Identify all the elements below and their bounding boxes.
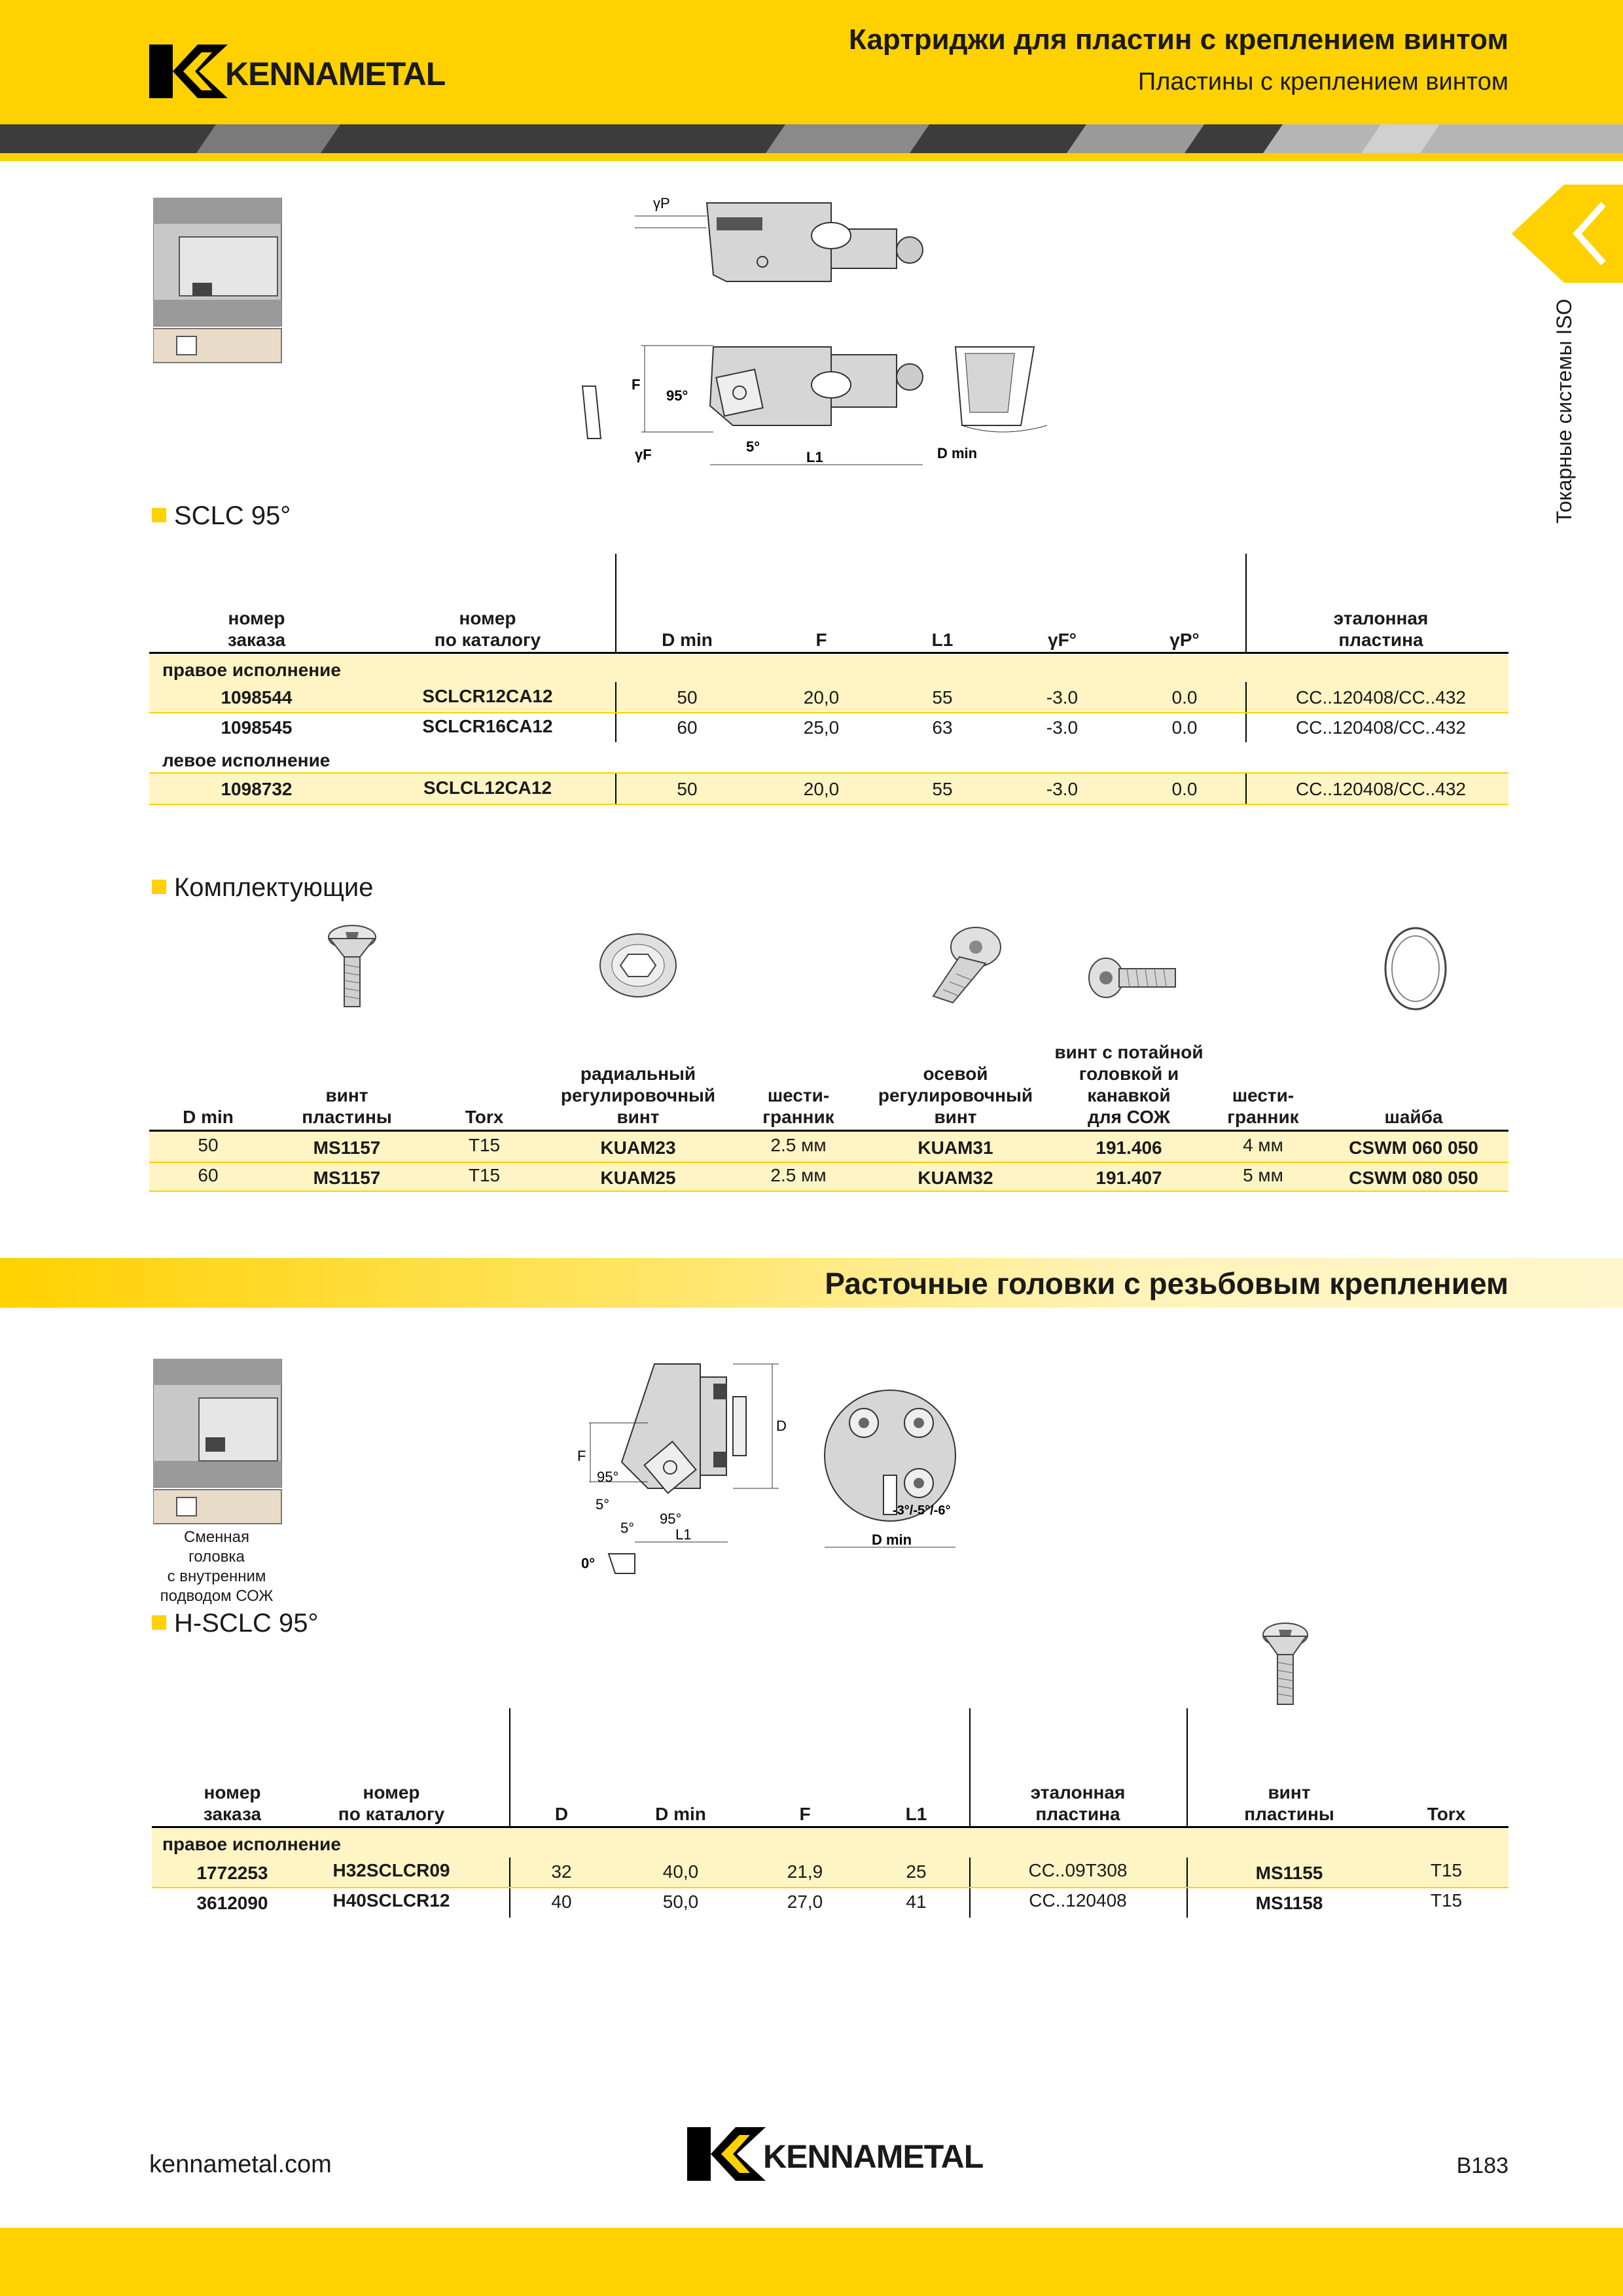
t1-header-order: номер заказа — [227, 608, 286, 650]
label-l1: L1 — [806, 449, 823, 465]
label-0: 0° — [581, 1555, 596, 1571]
t3-cell-order: 1772253 — [196, 1863, 268, 1883]
t2-cell-torx: T15 — [468, 1165, 501, 1185]
t3-header-insert: эталонная пластина — [1030, 1782, 1126, 1824]
t1-cell-dmin: 60 — [677, 717, 698, 738]
t2-header-coolant: винт с потайной головкой и канавкой для СОЖ — [1054, 1042, 1204, 1127]
t1-cell-gf: -3.0 — [1046, 779, 1079, 799]
t1-cell-insert: CC..120408/CC..432 — [1296, 779, 1466, 799]
t3-header-screw: винт пластины — [1244, 1782, 1334, 1824]
t1-cell-l1: 55 — [932, 687, 953, 708]
t2-cell-radial: KUAM23 — [600, 1138, 676, 1158]
t3-header-l1: L1 — [905, 1804, 927, 1824]
t1-cell-dmin: 50 — [677, 687, 698, 708]
header-logo[interactable] — [149, 45, 446, 98]
section-hsclc-heading — [152, 1609, 319, 1638]
t1-cell-order: 1098545 — [221, 717, 293, 738]
t1-cell-gp: 0.0 — [1171, 779, 1198, 799]
label-gamma-f: γF — [635, 446, 652, 463]
t3-row-separator — [152, 1887, 1508, 1888]
side-tab-label: Токарные системы ISO — [1552, 298, 1576, 524]
t3-cell-f: 21,9 — [787, 1861, 823, 1882]
section-sclc-heading — [152, 501, 291, 531]
label-angle5: 5° — [746, 439, 760, 455]
footer-logo[interactable] — [687, 2127, 984, 2181]
t1-cell-order: 1098732 — [221, 779, 293, 799]
side-tab-chevron-icon[interactable] — [1512, 185, 1623, 283]
t1-row-divider — [615, 713, 616, 742]
t1-header-gf: γF° — [1048, 630, 1077, 650]
sclc-application-illustration — [153, 198, 284, 365]
t3-cell-order: 3612090 — [196, 1893, 268, 1913]
t3-header-catalog: номер по каталогу — [338, 1782, 445, 1824]
t3-group-label: правое исполнение — [162, 1834, 341, 1854]
t1-cell-gp: 0.0 — [1171, 687, 1198, 708]
torx-screw-icon — [326, 924, 378, 1009]
section-marker-icon — [152, 1615, 166, 1630]
t1-cell-f: 20,0 — [803, 687, 840, 708]
t1-cell-catalog: SCLCR12CA12 — [422, 686, 553, 706]
t1-cell-gf: -3.0 — [1046, 717, 1079, 738]
t2-cell-dmin: 60 — [198, 1165, 219, 1185]
axial-adjusting-screw-icon — [914, 924, 1005, 1009]
t1-row-separator — [149, 712, 1508, 713]
t2-cell-axial: KUAM31 — [918, 1138, 993, 1158]
t1-cell-insert: CC..120408/CC..432 — [1296, 717, 1466, 738]
t1-header-l1: L1 — [931, 630, 954, 650]
hsclc-application-illustration — [153, 1359, 284, 1526]
t3-cell-torx: T15 — [1430, 1860, 1463, 1880]
t3-cell-d: 40 — [551, 1892, 572, 1912]
label-f: F — [632, 376, 641, 393]
t1-cell-dmin: 50 — [677, 779, 698, 799]
page-title: Картриджи для пластин с креплением винтом — [849, 24, 1508, 56]
t2-cell-axial: KUAM32 — [918, 1168, 993, 1188]
t2-header-dmin: D min — [183, 1107, 234, 1127]
label-dmin: D min — [872, 1532, 912, 1548]
t1-cell-catalog: SCLCR16CA12 — [422, 716, 553, 736]
t2-header-radial: радиальный регулировочный винт — [560, 1064, 716, 1127]
t2-header-hex1: шести- гранник — [762, 1085, 834, 1127]
t2-header-screw: винт пластины — [302, 1085, 392, 1127]
table1-divider-left — [615, 554, 616, 652]
t1-header-f: F — [815, 630, 827, 650]
label-angles: -3°/-5°/-6° — [893, 1503, 951, 1518]
t1-cell-catalog: SCLCL12CA12 — [423, 778, 552, 798]
section-accessories-title: Комплектующие — [174, 873, 374, 902]
footer-url-link[interactable]: kennametal.com — [149, 2151, 332, 2178]
section-marker-icon — [152, 880, 166, 894]
t2-cell-screw: MS1157 — [313, 1168, 381, 1188]
kennametal-k-icon — [149, 45, 228, 98]
t2-cell-coolant: 191.407 — [1096, 1168, 1162, 1188]
t2-cell-washer: CSWM 060 050 — [1349, 1138, 1478, 1158]
t1-cell-insert: CC..120408/CC..432 — [1296, 687, 1466, 708]
t2-cell-washer: CSWM 080 050 — [1349, 1168, 1478, 1188]
t1-cell-l1: 55 — [932, 779, 953, 799]
t1-header-insert: эталонная пластина — [1333, 608, 1429, 650]
t1-cell-order: 1098544 — [221, 687, 293, 708]
banner-title: Расточные головки с резьбовым креплением — [825, 1266, 1508, 1300]
t1-cell-f: 25,0 — [803, 717, 840, 738]
t1-row-divider — [1245, 774, 1247, 804]
t2-header-axial: осевой регулировочный винт — [878, 1064, 1033, 1127]
t1-header-gp: γP° — [1169, 630, 1200, 650]
t3-cell-f: 27,0 — [787, 1892, 823, 1912]
t3-cell-catalog: H32SCLCR09 — [332, 1860, 450, 1880]
t1-cell-gf: -3.0 — [1046, 687, 1079, 708]
t2-cell-hex2: 5 мм — [1243, 1165, 1283, 1185]
t3-cell-insert: CC..09T308 — [1028, 1860, 1128, 1880]
page-subtitle: Пластины с креплением винтом — [1137, 68, 1508, 96]
section-accessories-heading — [152, 873, 374, 903]
section-sclc-title: SCLC 95° — [174, 501, 291, 530]
hsclc-caption: Сменная головка с внутренним подводом СОЖ — [160, 1528, 274, 1605]
coolant-screw-icon — [1086, 952, 1178, 1004]
sclc-cartridge-drawing — [569, 190, 1067, 478]
t3-cell-screw: MS1155 — [1255, 1863, 1323, 1883]
page-number: B183 — [1456, 2153, 1508, 2178]
label-5a: 5° — [596, 1496, 610, 1513]
section-hsclc-title: H-SCLC 95° — [174, 1609, 319, 1638]
t2-cell-screw: MS1157 — [313, 1138, 381, 1158]
label-dmin: D min — [937, 445, 978, 461]
table3-divider — [969, 1708, 971, 1826]
label-95b: 95° — [660, 1511, 682, 1527]
t1-group-label: левое исполнение — [162, 750, 330, 770]
header-stripes — [0, 124, 1623, 153]
insert-screw-icon — [1259, 1622, 1311, 1707]
t3-cell-insert: CC..120408 — [1029, 1890, 1127, 1910]
t2-cell-hex1: 2.5 мм — [770, 1165, 827, 1185]
t2-cell-coolant: 191.406 — [1096, 1138, 1162, 1158]
header-thin-band — [0, 153, 1623, 161]
t2-cell-dmin: 50 — [198, 1135, 219, 1155]
t1-row-separator — [149, 804, 1508, 805]
t2-cell-hex2: 4 мм — [1243, 1135, 1283, 1155]
t3-cell-l1: 41 — [906, 1892, 927, 1912]
t3-cell-screw: MS1158 — [1255, 1893, 1323, 1913]
t3-cell-d: 32 — [551, 1861, 572, 1882]
header-logo-text: KENNAMETAL — [225, 56, 446, 92]
t2-cell-radial: KUAM25 — [600, 1168, 676, 1188]
label-f: F — [577, 1448, 586, 1464]
t1-group-label: правое исполнение — [162, 660, 341, 680]
washer-icon — [1380, 923, 1452, 1014]
footer-logo-text: KENNAMETAL — [763, 2138, 984, 2175]
table1-header-rule — [149, 652, 1508, 654]
table3-divider — [509, 1708, 510, 1826]
t3-header-dmin: D min — [655, 1804, 706, 1824]
t2-header-torx: Torx — [465, 1107, 504, 1127]
section-marker-icon — [152, 508, 166, 522]
t3-cell-dmin: 40,0 — [662, 1861, 699, 1882]
label-d: D — [776, 1418, 787, 1434]
label-95a: 95° — [597, 1469, 619, 1485]
t1-row-divider — [1245, 682, 1247, 712]
t1-header-catalog: номер по каталогу — [434, 608, 541, 650]
t3-cell-l1: 25 — [906, 1861, 927, 1882]
t1-cell-gp: 0.0 — [1171, 717, 1198, 738]
t3-cell-dmin: 50,0 — [662, 1892, 699, 1912]
kennametal-k-icon — [687, 2127, 766, 2181]
t3-cell-torx: T15 — [1430, 1890, 1463, 1910]
t1-row-divider — [615, 682, 616, 712]
t3-cell-catalog: H40SCLCR12 — [332, 1890, 450, 1910]
radial-adjusting-screw-icon — [596, 929, 681, 1001]
t2-cell-torx: T15 — [468, 1135, 501, 1155]
t1-row-divider — [615, 774, 616, 804]
table1-divider-right — [1245, 554, 1247, 652]
label-angle95: 95° — [666, 387, 688, 404]
t3-header-torx: Torx — [1427, 1804, 1466, 1824]
t2-row-separator — [149, 1191, 1508, 1192]
t1-cell-f: 20,0 — [803, 779, 840, 799]
t1-row-divider — [1245, 713, 1247, 742]
label-gamma-p: γP — [653, 195, 670, 211]
hsclc-head-drawing — [576, 1357, 982, 1580]
footer-bar — [0, 2228, 1623, 2296]
label-5b: 5° — [620, 1520, 635, 1536]
t3-header-f: F — [799, 1804, 811, 1824]
t3-header-d: D — [554, 1804, 569, 1824]
t1-cell-l1: 63 — [932, 717, 953, 738]
t3-header-order: номер заказа — [203, 1782, 262, 1824]
t2-header-hex2: шести- гранник — [1227, 1085, 1299, 1127]
t2-header-washer: шайба — [1384, 1107, 1443, 1127]
label-l1: L1 — [675, 1526, 692, 1543]
t1-header-dmin: D min — [662, 630, 713, 650]
table3-divider — [1186, 1708, 1188, 1826]
t2-cell-hex1: 2.5 мм — [770, 1135, 827, 1155]
